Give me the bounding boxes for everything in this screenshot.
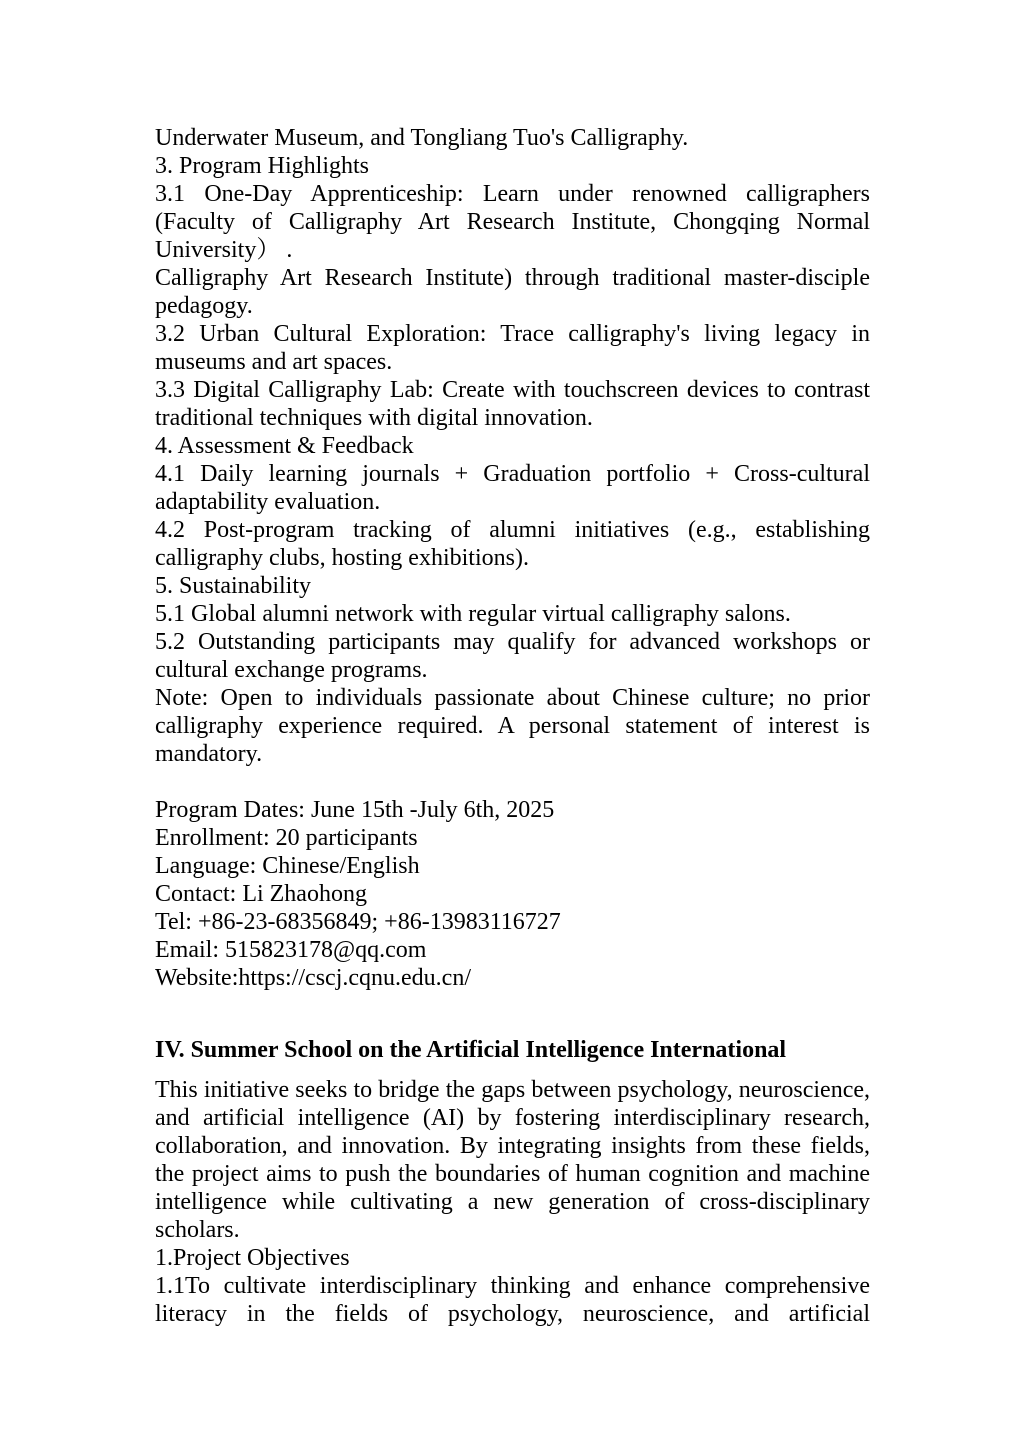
text-line: 3.3 Digital Calligraphy Lab: Create with touchscreen devices to contrast bbox=[155, 377, 870, 403]
text-line: Underwater Museum, and Tongliang Tuo's Calligraphy. bbox=[155, 125, 689, 151]
text-line: 4.2 Post-program tracking of alumni initiatives (e.g., establishing bbox=[155, 517, 870, 543]
text-line: scholars. bbox=[155, 1217, 240, 1243]
text-line: collaboration, and innovation. By integrating insights from these fields, bbox=[155, 1133, 870, 1159]
text-line: (Faculty of Calligraphy Art Research Institute, Chongqing Normal bbox=[155, 209, 870, 235]
text-line: 4. Assessment & Feedback bbox=[155, 433, 414, 459]
text-line: Language: Chinese/English bbox=[155, 853, 420, 879]
text-line: traditional techniques with digital innovation. bbox=[155, 405, 593, 431]
text-line: cultural exchange programs. bbox=[155, 657, 428, 683]
text-line: Tel: +86-23-68356849; +86-13983116727 bbox=[155, 909, 561, 935]
blank-line bbox=[155, 768, 870, 796]
text-line: adaptability evaluation. bbox=[155, 489, 381, 515]
text-line: Contact: Li Zhaohong bbox=[155, 881, 367, 907]
text-line: 5.2 Outstanding participants may qualify for advanced workshops or bbox=[155, 629, 870, 655]
text-line: 1.1To cultivate interdisciplinary thinking and enhance comprehensive bbox=[155, 1273, 870, 1299]
text-line: mandatory. bbox=[155, 741, 263, 767]
text-line: pedagogy. bbox=[155, 293, 253, 319]
text-line: museums and art spaces. bbox=[155, 349, 393, 375]
text-line: 3.2 Urban Cultural Exploration: Trace calligraphy's living legacy in bbox=[155, 321, 870, 347]
text-line: the project aims to push the boundaries of human cognition and machine bbox=[155, 1161, 870, 1187]
text-line: Email: 515823178@qq.com bbox=[155, 937, 427, 963]
text-line: Note: Open to individuals passionate about Chinese culture; no prior bbox=[155, 685, 870, 711]
text-line: Calligraphy Art Research Institute) through traditional master-disciple bbox=[155, 265, 870, 291]
text-line: Enrollment: 20 participants bbox=[155, 825, 418, 851]
text-line: literacy in the fields of psychology, neuroscience, and artificial bbox=[155, 1301, 870, 1327]
text-line: 3.1 One-Day Apprenticeship: Learn under renowned calligraphers bbox=[155, 181, 870, 207]
section-heading: IV. Summer School on the Artificial Intelligence International bbox=[155, 1037, 787, 1063]
text-line: Program Dates: June 15th -July 6th, 2025 bbox=[155, 797, 555, 823]
blank-line bbox=[155, 992, 870, 1020]
text-line: intelligence while cultivating a new generation of cross-disciplinary bbox=[155, 1189, 870, 1215]
document-body bbox=[155, 124, 870, 1328]
text-line: and artificial intelligence (AI) by fostering interdisciplinary research, bbox=[155, 1105, 870, 1131]
text-line: 5. Sustainability bbox=[155, 573, 311, 599]
text-line: 1.Project Objectives bbox=[155, 1245, 350, 1271]
text-line: calligraphy experience required. A personal statement of interest is bbox=[155, 713, 870, 739]
text-line: calligraphy clubs, hosting exhibitions). bbox=[155, 545, 529, 571]
text-line: 3. Program Highlights bbox=[155, 153, 369, 179]
text-line: 4.1 Daily learning journals + Graduation portfolio + Cross-cultural bbox=[155, 461, 870, 487]
text-line: Website:https://cscj.cqnu.edu.cn/ bbox=[155, 965, 471, 991]
text-line: 5.1 Global alumni network with regular virtual calligraphy salons. bbox=[155, 601, 791, 627]
text-line: University） . bbox=[155, 237, 293, 263]
text-line: This initiative seeks to bridge the gaps between psychology, neuroscience, bbox=[155, 1077, 870, 1103]
